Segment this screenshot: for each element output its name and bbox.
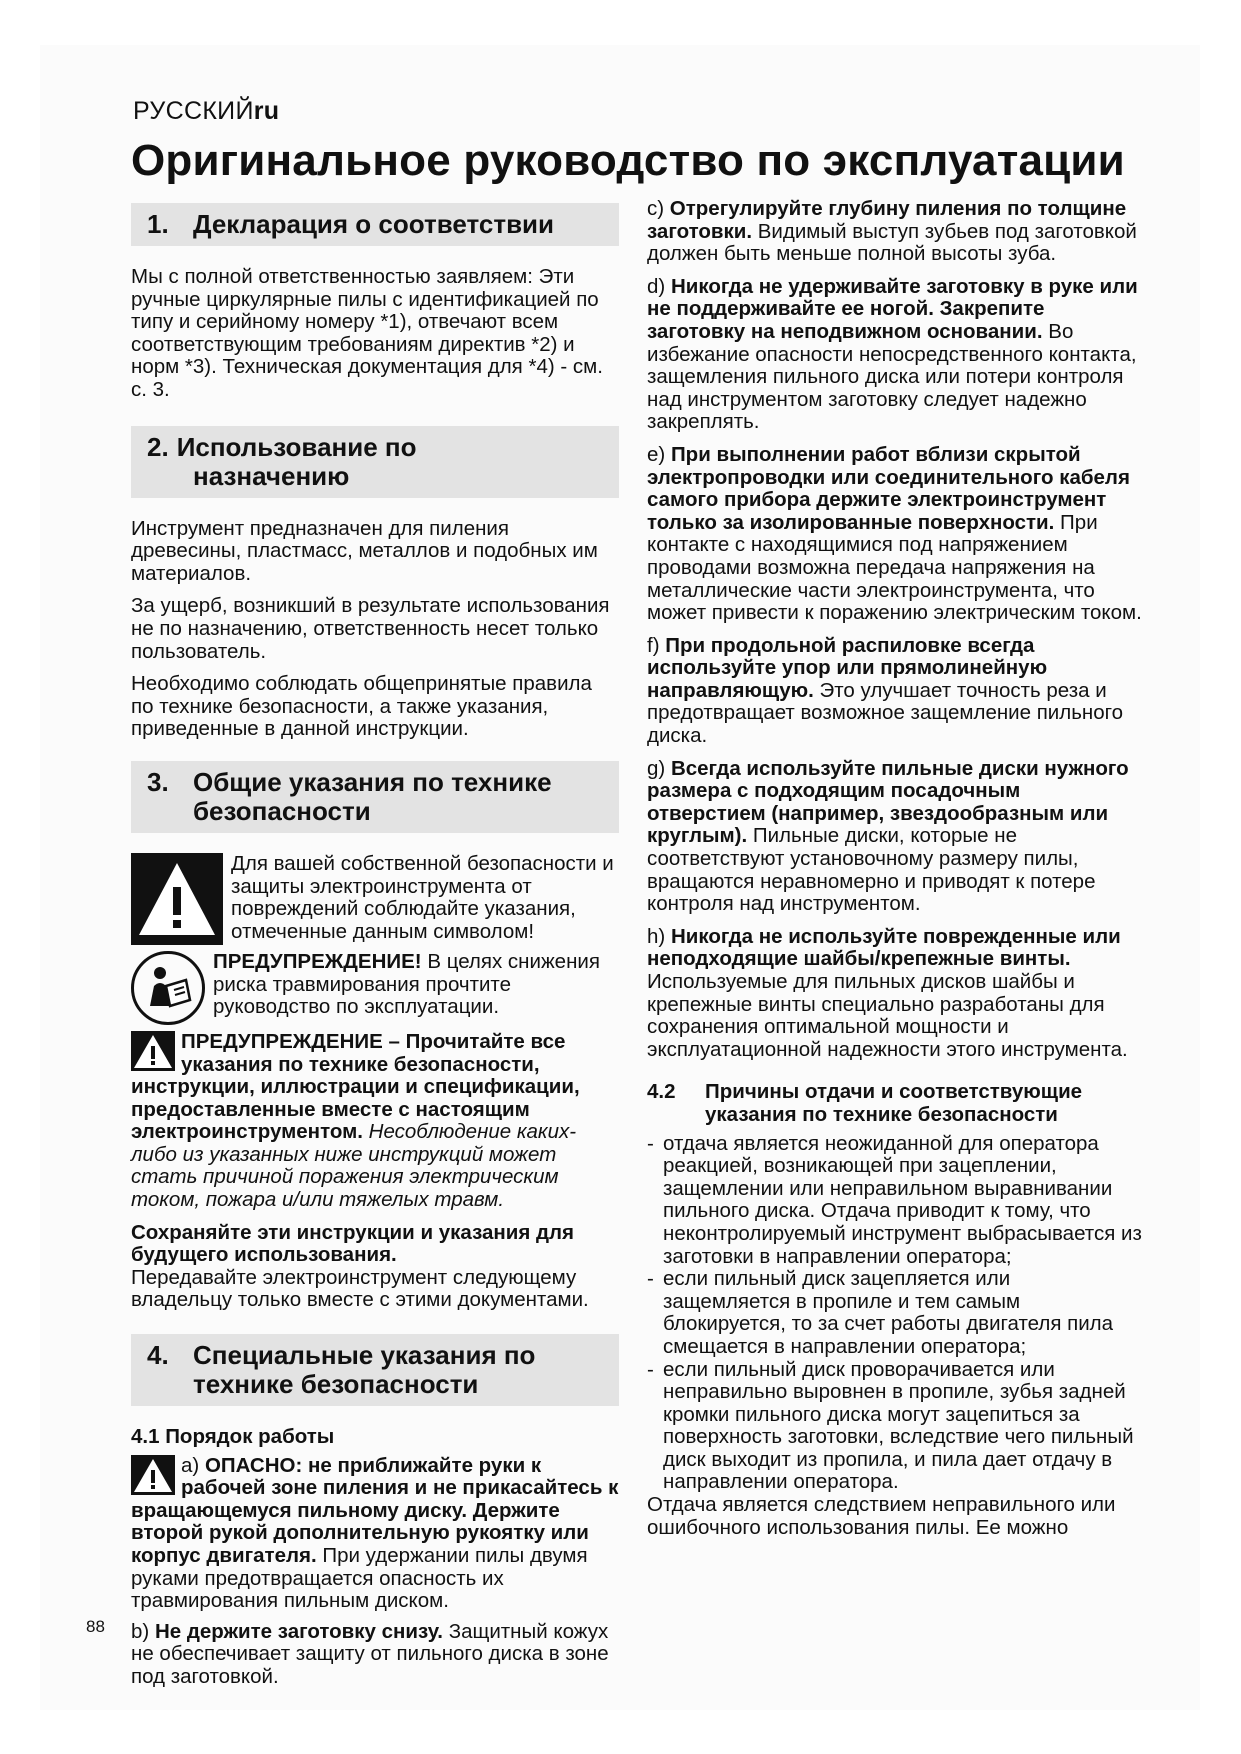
left-column (131, 203, 619, 1699)
rule-b: b) Не держите заготовку снизу. Защитный кожух не обеспечивает защиту от пильного диска в зоне под заготовкой. (131, 1619, 609, 1688)
rule-e: e) При выполнении работ вблизи скрытой электропроводки или соединительного кабеля самого прибора держите электроинструмент только за изолированные поверхности. При контакте с находящимися под напряжением проводами возможна передача напряжения на металлические части электроинструмента, что может привести к поражению электрическим током. (647, 442, 1142, 625)
language-label: РУССКИЙru (133, 97, 280, 125)
warning-sign-icon (131, 1455, 175, 1495)
rule-a: a) ОПАСНО: не приближайте руки к рабочей зоне пиления и не прикасайтесь к вращающемуся пильному диску. Держите второй рукой дополнительную рукоятку или корпус двигателя. При удержании пилы двумя руками предотвращается опасность их травмирования пильным диском. (131, 1453, 619, 1613)
read-manual-icon (131, 951, 205, 1025)
subsection-4-1: 4.1 Порядок работы (131, 1425, 335, 1449)
keep-instructions: Сохраняйте эти инструкции и указания для будущего использования. (131, 1220, 575, 1267)
general-warning: ПРЕДУПРЕЖДЕНИЕ – Прочитайте все указания по технике безопасности, инструкции, иллюстрации и спецификации, предоставленные вместе с настоящим электроинструментом. Несоблюдение каких-либо из указанных ниже инструкций может стать причиной поражения электрическим током, пожара и/или тяжелых травм. (131, 1029, 580, 1212)
section-2-header: 2. Использование по назначению (131, 426, 619, 498)
section-2-paragraph: За ущерб, возникший в результате использования не по назначению, ответственность несет только пользователь. (131, 594, 610, 663)
rule-d: d) Никогда не удерживайте заготовку в руке или не поддерживайте ее ногой. Закрепите заготовку на неподвижном основании. Во избежание опасности непосредственного контакта, защемления пильного диска или потери контроля над инструментом заготовку следует надежно закреплять. (647, 274, 1138, 434)
list-item: - если пильный диск зацепляется или защемляется в пропиле и тем самым блокируется, то за счет работы двигателя пила смещается в направлении оператора; (647, 1268, 1143, 1358)
kickback-conclusion: Отдача является следствием неправильного или ошибочного использования пилы. Ее можно (647, 1493, 1116, 1539)
kickback-list (647, 1133, 1143, 1495)
subsection-4-2: 4.2 Причины отдачи и соответствующие указания по технике безопасности (647, 1080, 1083, 1126)
page-number: 88 (86, 1617, 105, 1636)
rule-h: h) Никогда не используйте поврежденные или неподходящие шайбы/крепежные винты. Используемые для пильных дисков шайбы и крепежные винты специально разработаны для сохранения оптимальной мощности и эксплуатационной надежности этого инструмента. (647, 924, 1128, 1061)
symbol-note: Для вашей собственной безопасности и защиты электроинструмента от повреждений соблюдайте указания, отмеченные данным символом! (131, 853, 619, 945)
section-2-paragraph: Инструмент предназначен для пиления древесины, пластмасс, металлов и подобных им материалов. (131, 516, 598, 585)
section-2-paragraph: Необходимо соблюдать общепринятые правила по технике безопасности, а также указания, приведенные в данной инструкции. (131, 672, 592, 741)
list-item: - если пильный диск проворачивается или неправильно выровнен в пропиле, зубья задней кромки пильного диска могут зацепиться за поверхность заготовки, вследствие чего пильный диск выходит из пропила, и пила дает отдачу в направлении оператора. (647, 1359, 1143, 1495)
section-1-text: Мы с полной ответственностью заявляем: Эти ручные циркулярные пилы с идентификацией по типу и серийному номеру *1), отвечают всем соответствующим требованиям директив *2) и норм *3). Техническая документация для *4) - см. с. 3. (131, 265, 603, 401)
section-1-header: 1. Декларация о соответствии (131, 203, 619, 246)
section-4-header: 4. Специальные указания по технике безопасности (131, 1334, 619, 1406)
right-column (647, 198, 1143, 1549)
pass-on-note: Передавайте электроинструмент следующему владельцу только вместе с этими документами. (131, 1265, 589, 1312)
rule-c: c) Отрегулируйте глубину пиления по толщине заготовки. Видимый выступ зубьев под заготовкой должен быть меньше полной высоты зуба. (647, 197, 1137, 266)
page-title: Оригинальное руководство по эксплуатации (131, 136, 1125, 185)
list-item: - отдача является неожиданной для оператора реакцией, возникающей при зацеплении, защемлении или неправильном выравнивании пильного диска. Отдача приводит к тому, что неконтролируемый инструмент выбрасывается из заготовки в направлении оператора; (647, 1133, 1143, 1269)
section-3-header: 3. Общие указания по технике безопасности (131, 761, 619, 833)
rule-g: g) Всегда используйте пильные диски нужного размера с подходящим посадочным отверстием (например, звездообразным или круглым). Пильные диски, которые не соответствуют установочному размеру пилы, вращаются неравномерно и приводят к потере контроля над инструментом. (647, 756, 1129, 916)
warning-sign-icon (131, 1031, 175, 1071)
warning-sign-icon (131, 853, 223, 945)
rule-f: f) При продольной распиловке всегда используйте упор или прямолинейную направляющую. Это улучшает точность реза и предотвращает возможное защемление пильного диска. (647, 633, 1124, 748)
read-manual-note: ПРЕДУПРЕЖДЕНИЕ! В целях снижения риска травмирования прочтите руководство по эксплуатации. (131, 951, 619, 1025)
